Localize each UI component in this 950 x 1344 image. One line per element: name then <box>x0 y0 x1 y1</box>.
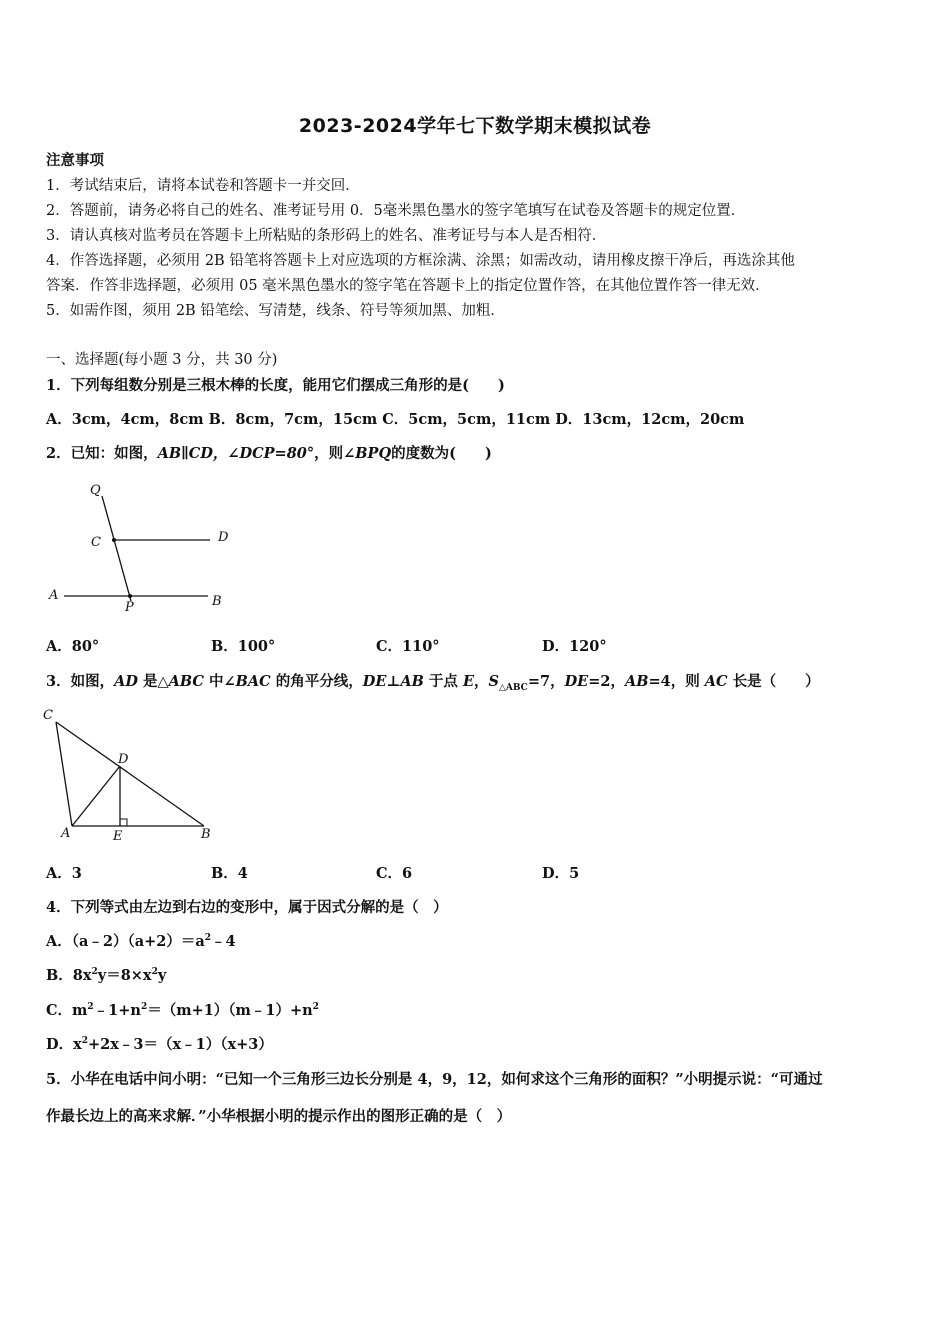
q4-option-c: C．$m^2﹣1+n^2=(m+1)(m﹣1)+n^2$ <box>46 1002 319 1019</box>
notice-item-4: 4．作答选择题，必须用 2B 铅笔将答题卡上对应选项的方框涂满、涂黑；如需改动，请用橡皮擦干净后，再选涂其他 <box>46 253 795 269</box>
notice-item-2: 2．答题前，请务必将自己的姓名、准考证号用 0．5毫米黑色墨水的签字笔填写在试卷及答题卡的规定位置． <box>46 203 746 219</box>
q1-options: A．3cm，4cm，8cm B．8cm，7cm，15cm C．5cm，5cm，11cm D．13cm，12cm，20cm <box>46 411 745 428</box>
q1-stem: 1．下列每组数分别是三根木棒的长度，能用它们摆成三角形的是( ) <box>46 377 505 394</box>
notice-heading: 注意事项 <box>46 153 104 169</box>
q4-option-b: B．$8x^2y=8\times x^2y$ <box>46 967 167 984</box>
q3-option-a: A．3 <box>46 865 82 882</box>
notice-item-1: 1．考试结束后，请将本试卷和答题卡一并交回． <box>46 178 360 194</box>
q4-option-d: D．$x^2+2x﹣3=(x﹣1)(x+3)$ <box>46 1036 273 1053</box>
point-c <box>112 538 116 542</box>
q2-option-c: C．110° <box>376 638 440 655</box>
label-e: E <box>113 829 123 844</box>
q3-option-b: B．4 <box>211 865 248 882</box>
side-cb <box>56 722 204 826</box>
label-c: C <box>91 535 101 550</box>
q2-stem: 2．已知：如图，AB∥CD，∠DCP=80°，则∠BPQ的度数为( ) <box>46 445 492 462</box>
label-d: D <box>218 530 229 545</box>
q2-option-d: D．120° <box>542 638 607 655</box>
section-heading: 一、选择题(每小题 3 分，共 30 分) <box>46 352 278 368</box>
label-a: A <box>49 588 59 603</box>
label-p: P <box>125 600 134 615</box>
page-title: 2023-2024学年七下数学期末模拟试卷 <box>298 115 652 137</box>
q5-stem-line2: 作最长边上的高来求解．”小华根据小明的提示作出的图形正确的是（ ） <box>46 1108 512 1125</box>
label-c: C <box>43 708 53 723</box>
q3-stem: 3．如图，AD 是△ABC 中∠BAC 的角平分线，DE⊥AB 于点 E，$S_{\triangle ABC}=7$，DE=2，AB=4，则 AC 长是（ ） <box>46 673 820 693</box>
label-d: D <box>118 752 129 767</box>
line-qp <box>102 496 131 601</box>
point-p <box>128 594 132 598</box>
label-q: Q <box>90 483 101 498</box>
label-a: A <box>61 826 71 841</box>
q3-option-c: C．6 <box>376 865 413 882</box>
q4-stem: 4．下列等式由左边到右边的变形中，属于因式分解的是（ ） <box>46 899 448 916</box>
q2-option-b: B．100° <box>211 638 276 655</box>
q3-figure <box>38 702 228 850</box>
notice-item-3: 3．请认真核对监考员在答题卡上所粘贴的条形码上的姓名、准考证号与本人是否相符． <box>46 228 607 244</box>
right-angle-mark <box>120 819 127 826</box>
side-ca <box>56 722 72 826</box>
q5-stem-line1: 5．小华在电话中问小明：“已知一个三角形三边长分别是 4，9，12，如何求这个三角形的面积？”小明提示说：“可通过 <box>46 1071 823 1088</box>
q2-option-a: A．80° <box>46 638 100 655</box>
q3-option-d: D．5 <box>542 865 580 882</box>
segment-ad <box>72 766 120 826</box>
q2-figure <box>40 478 250 618</box>
notice-item-5: 5．如需作图，须用 2B 铅笔绘、写清楚，线条、符号等须加黑、加粗． <box>46 303 505 319</box>
notice-item-4-cont: 答案．作答非选择题，必须用 05 毫米黑色墨水的签字笔在答题卡上的指定位置作答，在其他位置作答一律无效． <box>46 278 770 294</box>
q4-option-a: A．$(a﹣2)(a+2)=a^2﹣4$ <box>46 933 236 950</box>
label-b: B <box>201 827 211 842</box>
label-b: B <box>212 594 222 609</box>
